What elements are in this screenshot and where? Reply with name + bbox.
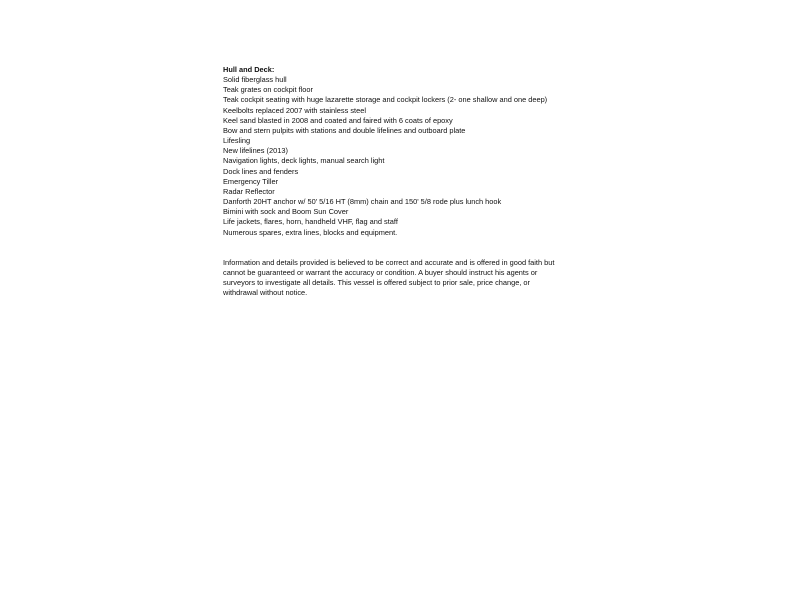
disclaimer-line: cannot be guaranteed or warrant the accuracy or condition. A buyer should instruct his agents or: [223, 267, 538, 277]
disclaimer-line: withdrawal without notice.: [223, 288, 308, 298]
feature-item: Lifesling: [223, 136, 251, 146]
feature-item: Numerous spares, extra lines, blocks and equipment.: [223, 227, 398, 237]
disclaimer-line: surveyors to investigate all details. This vessel is offered subject to prior sale, price change, or: [223, 277, 530, 287]
document-content: [223, 65, 623, 298]
feature-item: Bow and stern pulpits with stations and double lifelines and outboard plate: [223, 125, 466, 135]
spacer: [223, 238, 623, 258]
feature-item: Emergency Tiller: [223, 176, 279, 186]
feature-list: [223, 75, 623, 238]
feature-item: Life jackets, flares, horn, handheld VHF, flag and staff: [223, 217, 398, 227]
feature-item: Keelbolts replaced 2007 with stainless steel: [223, 105, 366, 115]
section-heading: Hull and Deck:: [223, 65, 275, 74]
feature-item: Radar Reflector: [223, 186, 275, 196]
feature-item: Solid fiberglass hull: [223, 75, 287, 85]
feature-item: Teak cockpit seating with huge lazarette storage and cockpit lockers (2- one shallow and one deep): [223, 95, 548, 105]
feature-item: Danforth 20HT anchor w/ 50' 5/16 HT (8mm) chain and 150' 5/8 rode plus lunch hook: [223, 197, 502, 207]
disclaimer-line: Information and details provided is believed to be correct and accurate and is offered in good faith but: [223, 257, 555, 267]
feature-item: Bimini with sock and Boom Sun Cover: [223, 207, 349, 217]
disclaimer-paragraph: [223, 258, 623, 299]
feature-item: Dock lines and fenders: [223, 166, 299, 176]
feature-item: Teak grates on cockpit floor: [223, 85, 313, 95]
feature-item: New lifelines (2013): [223, 146, 288, 156]
feature-item: Keel sand blasted in 2008 and coated and faired with 6 coats of epoxy: [223, 115, 453, 125]
feature-item: Navigation lights, deck lights, manual search light: [223, 156, 385, 166]
